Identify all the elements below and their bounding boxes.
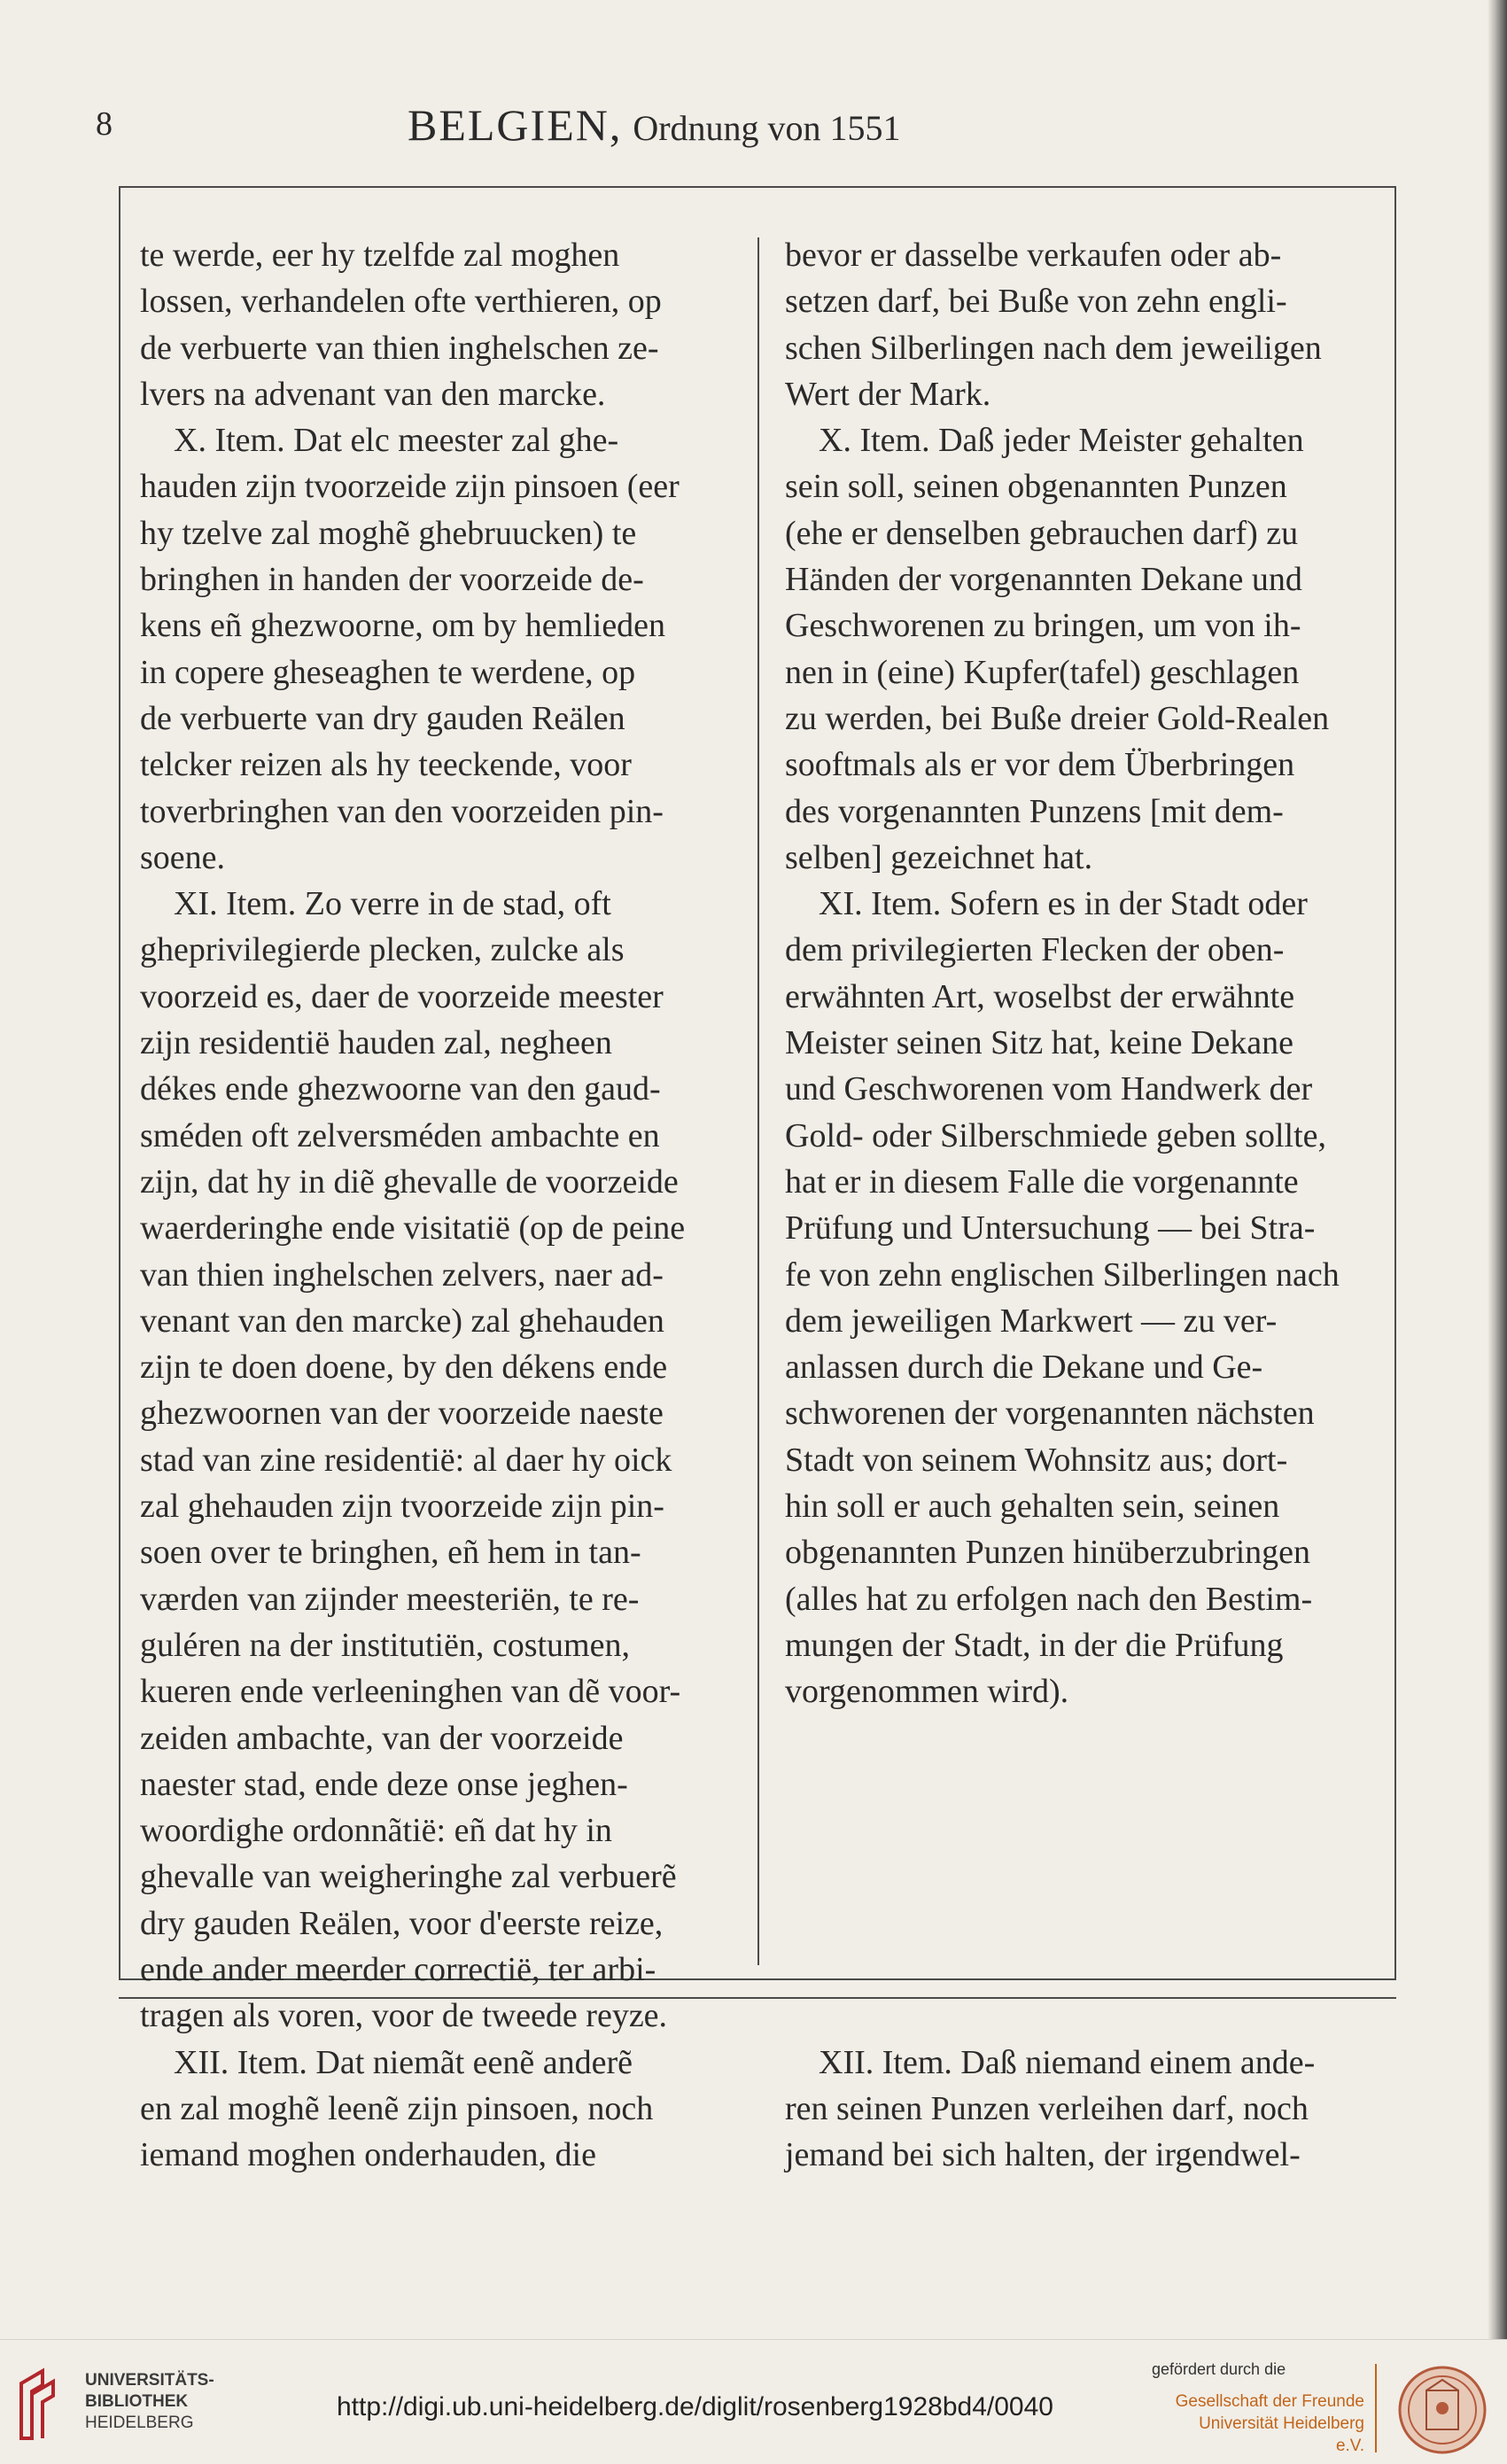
text-line: Prüfung und Untersuchung — bei Stra- [785, 1209, 1316, 1248]
permalink-url[interactable]: http://digi.ub.uni-heidelberg.de/diglit/rosenberg1928bd4/0040 [337, 2392, 1053, 2421]
text-line: obgenannten Punzen hinüberzubringen [785, 1534, 1311, 1572]
text-line: zijn residentië hauden zal, negheen [140, 1024, 612, 1062]
blank-line [785, 1993, 1387, 2039]
blank-line [785, 1947, 1387, 1993]
library-logo-icon [16, 2367, 71, 2440]
text-line: guléren na der institutiën, costumen, [140, 1626, 630, 1664]
text-line: en zal moghẽ leenẽ zijn pinsoen, noch [140, 2089, 654, 2127]
text-line: toverbringhen van den voorzeiden pin- [140, 792, 664, 830]
text-line: Geschworenen zu bringen, um von ih- [785, 607, 1301, 645]
page-edge-shadow [1488, 0, 1507, 2339]
text-line: sméden oft zelversméden ambachte en [140, 1116, 660, 1154]
text-line: dem jeweiligen Markwert — zu ver- [785, 1302, 1278, 1340]
text-line: selben] gezeichnet hat. [785, 838, 1093, 876]
text-line: vorgenommen wird). [785, 1673, 1069, 1711]
text-line: Meister seinen Sitz hat, keine Dekane [785, 1024, 1294, 1062]
text-line: tragen als voren, voor de tweede reyze. [140, 1997, 668, 2035]
text-line: Wert der Mark. [785, 375, 991, 413]
text-line: XI. Item. Zo verre in de stad, oft [174, 885, 611, 923]
sponsor-name [1171, 2390, 1364, 2457]
text-line: hauden zijn tvoorzeide zijn pinsoen (eer [140, 468, 680, 506]
blank-line [785, 1900, 1387, 1947]
text-line: Händen der vorgenannten Dekane und [785, 561, 1302, 599]
text-line: kueren ende verleeninghen van dẽ voor- [140, 1673, 681, 1711]
text-line: ren seinen Punzen verleihen darf, noch [785, 2089, 1309, 2127]
text-line: zijn te doen doene, by den dékens ende [140, 1349, 668, 1387]
text-line: mungen der Stadt, in der die Prüfung [785, 1626, 1284, 1664]
sponsor-name-line: Gesellschaft der Freunde [1175, 2392, 1364, 2411]
text-line: telcker reizen als hy teeckende, voor [140, 746, 632, 784]
library-name-line: HEIDELBERG [85, 2413, 194, 2432]
text-line: setzen darf, bei Buße von zehn engli- [785, 283, 1287, 321]
library-name [85, 2370, 214, 2434]
column-divider [757, 237, 759, 1965]
text-line: XI. Item. Sofern es in der Stadt oder [819, 885, 1308, 923]
text-line: erwähnten Art, woselbst der erwähnte [785, 977, 1295, 1015]
text-line: de verbuerte van thien inghelschen ze- [140, 329, 659, 367]
blank-line [785, 1807, 1387, 1854]
text-line: (alles hat zu erfolgen nach den Bestim- [785, 1580, 1313, 1618]
text-line: soene. [140, 838, 226, 876]
text-line: zijn, dat hy in diẽ ghevalle de voorzeide [140, 1162, 679, 1201]
text-line: iemand moghen onderhauden, die [140, 2136, 596, 2174]
text-line: dry gauden Reälen, voor d'eerste reize, [140, 1904, 664, 1942]
text-line: X. Item. Daß jeder Meister gehalten [819, 422, 1304, 460]
text-line: schworenen der vorgenannten nächsten [785, 1395, 1315, 1433]
text-line: te werde, eer hy tzelfde zal moghen [140, 237, 620, 274]
text-line: hat er in diesem Falle die vorgenannte [785, 1162, 1299, 1201]
text-line: X. Item. Dat elc meester zal ghe- [174, 422, 619, 460]
text-line: schen Silberlingen nach dem jeweiligen [785, 329, 1322, 367]
university-seal-icon [1396, 2364, 1488, 2456]
text-line: jemand bei sich halten, der irgendwel- [785, 2136, 1301, 2174]
text-line: fe von zehn englischen Silberlingen nach [785, 1255, 1340, 1294]
text-line: ghevalle van weigheringhe zal verbuerẽ [140, 1858, 677, 1896]
text-line: Gold- oder Silberschmiede geben sollte, [785, 1116, 1327, 1154]
text-line: des vorgenannten Punzens [mit dem- [785, 792, 1284, 830]
page-number: 8 [96, 105, 113, 143]
text-line: hin soll er auch gehalten sein, seinen [785, 1488, 1280, 1526]
text-line: zu werden, bei Buße dreier Gold-Realen [785, 699, 1330, 737]
text-line: hy tzelve zal moghẽ ghebruucken) te [140, 514, 637, 552]
text-line: anlassen durch die Dekane und Ge- [785, 1349, 1263, 1387]
text-line: sein soll, seinen obgenannten Punzen [785, 468, 1287, 506]
text-line: ende ander meerder correctië, ter arbi- [140, 1950, 656, 1988]
text-line: waerderinghe ende visitatië (op de peine [140, 1209, 686, 1248]
text-line: stad van zine residentië: al daer hy oick [140, 1441, 672, 1479]
text-line: dékes ende ghezwoorne van den gaud- [140, 1070, 661, 1108]
text-line: XII. Item. Daß niemand einem ande- [819, 2043, 1316, 2081]
text-line: gheprivilegierde plecken, zulcke als [140, 931, 625, 969]
blank-line [785, 1715, 1387, 1761]
text-line: bevor er dasselbe verkaufen oder ab- [785, 237, 1282, 274]
text-line: woordighe ordonnãtië: eñ dat hy in [140, 1812, 612, 1850]
sponsor-separator [1375, 2364, 1377, 2452]
text-line: lossen, verhandelen ofte verthieren, op [140, 283, 662, 321]
text-line: Stadt von seinem Wohnsitz aus; dort- [785, 1441, 1288, 1479]
blank-line [785, 1854, 1387, 1900]
running-head [408, 99, 1081, 151]
running-head-subtitle: Ordnung von 1551 [633, 108, 901, 148]
text-line: værden van zijnder meesteriën, te re- [140, 1580, 640, 1618]
text-line: sooftmals als er vor dem Überbringen [785, 746, 1295, 784]
text-line: van thien inghelschen zelvers, naer ad- [140, 1255, 664, 1294]
text-line: voorzeid es, daer de voorzeide meester [140, 977, 664, 1015]
text-line: soen over te bringhen, eñ hem in tan- [140, 1534, 641, 1572]
blank-line [785, 1761, 1387, 1807]
text-line: de verbuerte van dry gauden Reälen [140, 699, 625, 737]
sponsor-caption: gefördert durch die [1152, 2360, 1286, 2378]
text-line: dem privilegierten Flecken der oben- [785, 931, 1285, 969]
text-line: zeiden ambachte, van der voorzeide [140, 1719, 624, 1757]
text-line: in copere gheseaghen te werdene, op [140, 653, 636, 691]
right-column-german [785, 232, 1387, 2178]
running-head-title: BELGIEN, [408, 100, 623, 150]
text-line: ghezwoornen van der voorzeide naeste [140, 1395, 664, 1433]
text-line: bringhen in handen der voorzeide de- [140, 561, 644, 599]
text-line: XII. Item. Dat niemãt eenẽ anderẽ [174, 2043, 633, 2081]
left-column-flemish [140, 232, 734, 2178]
sponsor-name-line: Universität Heidelberg e.V. [1199, 2414, 1364, 2455]
text-line: (ehe er denselben gebrauchen darf) zu [785, 514, 1299, 552]
library-name-line: BIBLIOTHEK [85, 2392, 189, 2411]
text-line: und Geschworenen vom Handwerk der [785, 1070, 1313, 1108]
library-name-line: UNIVERSITÄTS- [85, 2371, 214, 2390]
text-line: kens eñ ghezwoorne, om by hemlieden [140, 607, 666, 645]
text-line: lvers na advenant van den marcke. [140, 375, 606, 413]
text-line: zal ghehauden zijn tvoorzeide zijn pin- [140, 1488, 664, 1526]
text-line: nen in (eine) Kupfer(tafel) geschlagen [785, 653, 1300, 691]
text-line: naester stad, ende deze onse jeghen- [140, 1765, 628, 1803]
text-line: venant van den marcke) zal ghehauden [140, 1302, 664, 1340]
